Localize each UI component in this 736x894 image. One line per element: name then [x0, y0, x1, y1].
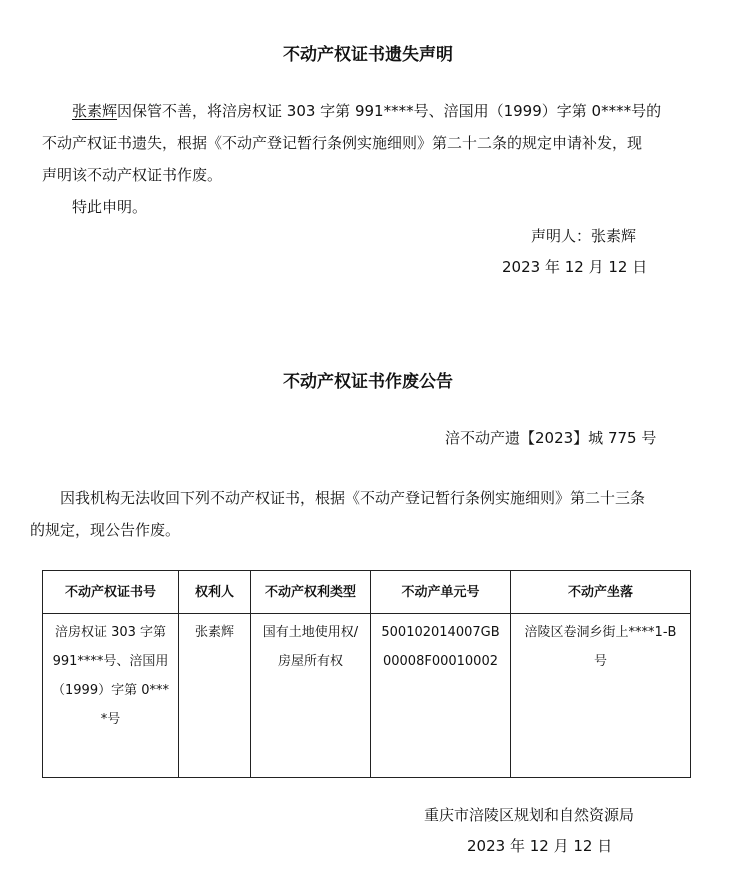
type-line: 房屋所有权: [277, 654, 343, 669]
header-unit-number: 不动产单元号: [371, 571, 511, 614]
header-right-type: 不动产权利类型: [251, 571, 371, 614]
notice-date: 2023 年 12 月 12 日: [467, 837, 613, 855]
notice-issuer: 重庆市涪陵区规划和自然资源局: [424, 806, 635, 824]
declaration-closing: 特此申明。: [72, 198, 148, 216]
cert-line: *号: [100, 712, 121, 727]
declaration-paragraph-line-1: [72, 100, 661, 121]
table-row: [43, 614, 691, 778]
cell-unit-number: [371, 614, 511, 778]
cert-line: （1999）字第 0***: [52, 683, 169, 698]
declaration-line-1-text: 因保管不善，将涪房权证 303 字第 991****号、涪国用（1999）字第 0****号的: [117, 102, 662, 120]
cell-right-type: [251, 614, 371, 778]
header-cert-number: 不动产权证书号: [43, 571, 179, 614]
notice-paragraph-line-2: 的规定，现公告作废。: [30, 521, 181, 539]
cert-line: 991****号、涪国用: [52, 654, 169, 669]
declaration-date: 2023 年 12 月 12 日: [502, 258, 648, 276]
declarant-signature: 声明人：张素辉: [531, 227, 637, 245]
table-header-row: [43, 571, 691, 614]
header-owner: 权利人: [179, 571, 251, 614]
certificate-table: [42, 570, 691, 778]
notice-title: 不动产权证书作废公告: [283, 372, 453, 392]
type-line: 国有土地使用权/: [262, 625, 359, 640]
unit-line: 500102014007GB: [381, 625, 500, 640]
cert-line: 涪房权证 303 字第: [54, 625, 167, 640]
declaration-title: 不动产权证书遗失声明: [283, 45, 453, 65]
cell-cert-number: [43, 614, 179, 778]
location-line: 号: [593, 654, 607, 669]
declaration-paragraph-line-3: 声明该不动产权证书作废。: [42, 166, 223, 184]
cell-location: [511, 614, 691, 778]
notice-doc-number: 涪不动产遗【2023】城 775 号: [445, 429, 657, 447]
unit-line: 00008F00010002: [382, 654, 498, 669]
location-line: 涪陵区卷洞乡街上****1-B: [524, 625, 677, 640]
notice-paragraph-line-1: 因我机构无法收回下列不动产权证书，根据《不动产登记暂行条例实施细则》第二十三条: [60, 489, 646, 507]
cell-owner: [179, 614, 251, 778]
declaration-paragraph-line-2: 不动产权证书遗失，根据《不动产登记暂行条例实施细则》第二十二条的规定申请补发，现: [42, 134, 643, 152]
header-location: 不动产坐落: [511, 571, 691, 614]
declarant-name: 张素辉: [72, 102, 118, 120]
owner-name: 张素辉: [194, 625, 234, 640]
